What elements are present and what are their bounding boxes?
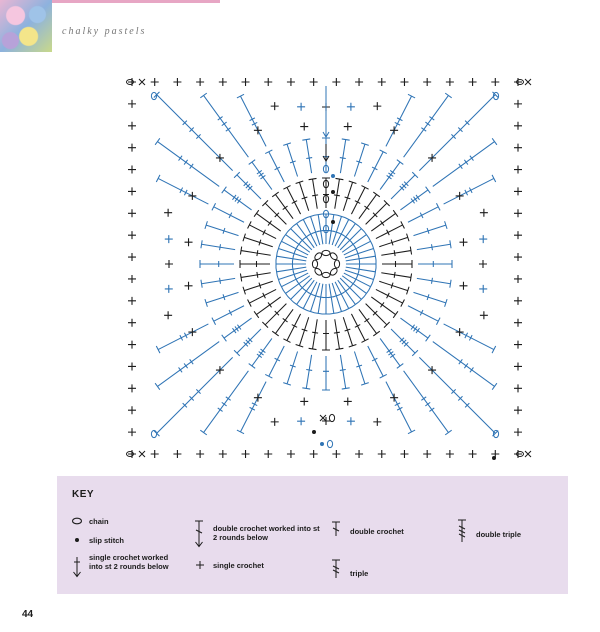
single-crochet-mark [128,341,136,349]
stitch-mark [417,278,451,288]
single-crochet-mark [479,235,487,243]
stitch-mark [314,214,323,244]
single-crochet-mark [128,297,136,305]
center-chain [322,272,330,277]
stitch-mark [382,260,412,268]
slip-stitch-dot [331,190,335,194]
stitch-mark [240,272,270,281]
single-crochet-mark [271,418,279,426]
single-crochet-mark [128,428,136,436]
stitch-mark [359,192,380,219]
stitch-mark [380,338,403,368]
stitch-mark [340,139,350,173]
single-crochet-mark [514,122,522,130]
single-crochet-mark [459,238,467,246]
single-crochet-mark [378,450,386,458]
single-crochet-mark [469,450,477,458]
single-crochet-mark [310,450,318,458]
stitch-mark [201,240,235,250]
stitch-mark [322,320,330,350]
single-crochet-mark [173,450,181,458]
stitch-mark [212,203,244,222]
stitch-mark [328,284,337,314]
stitch-mark [240,260,270,268]
single-crochet-mark [373,418,381,426]
single-crochet-mark [196,78,204,86]
stitch-mark [243,234,273,247]
stitch-mark [243,281,273,294]
stitch-mark [386,94,415,146]
stitch-mark [283,351,297,385]
stitch-mark [248,221,277,238]
single-crochet-mark [128,275,136,283]
key-label-single-crochet-two-below: single crochet worked into st 2 rounds below [89,553,169,571]
single-crochet-mark [300,397,308,405]
stitch-mark [346,252,376,261]
stitch-mark [237,94,266,146]
single-crochet-mark [128,253,136,261]
stitch-mark [265,346,284,378]
single-crochet-mark [185,282,193,290]
stitch-mark [328,214,337,244]
stitch-mark [205,292,239,306]
stitch-mark [322,356,330,390]
slip-stitch-dot [320,442,324,446]
stitch-mark [276,266,306,275]
single-crochet-mark [355,78,363,86]
stitch-mark [444,175,496,204]
stitch-mark [354,143,368,177]
stitch-mark [154,92,233,171]
stitch-mark [419,357,498,436]
single-crochet-mark [128,100,136,108]
key-title: KEY [72,489,95,500]
stitch-mark [155,342,219,390]
stitch-mark [381,247,411,256]
stitch-mark [371,210,398,231]
corner-cross [525,79,531,85]
single-crochet-mark [446,450,454,458]
stitch-mark [205,221,239,235]
single-crochet-mark [165,260,173,268]
stitch-mark [201,278,235,288]
single-crochet-mark [188,328,196,336]
stitch-mark [433,138,497,186]
center-chain [329,267,338,276]
single-crochet-mark [373,102,381,110]
key-label-double-triple: double triple [476,530,521,539]
key-label-chain: chain [89,517,109,526]
single-crochet-mark [297,103,305,111]
stitch-mark [314,284,323,314]
stitch-mark [381,272,411,281]
stitch-mark [380,160,403,190]
single-crochet-mark [423,450,431,458]
single-crochet-mark [128,166,136,174]
single-crochet-mark [128,362,136,370]
double-crochet-two-below-icon [193,519,205,549]
crochet-square-chart [114,66,536,472]
chain-column-arrow [323,144,329,161]
single-crochet-mark [514,275,522,283]
single-crochet-mark [185,238,193,246]
stitch-mark [283,143,297,177]
stitch-mark [408,306,440,325]
stitch-mark [346,260,376,268]
single-crochet-mark [514,297,522,305]
single-crochet-mark [287,450,295,458]
single-crochet-mark [446,78,454,86]
corner-cross [139,79,145,85]
stitch-mark [351,186,368,215]
single-crochet-mark [514,319,522,327]
stitch-mark [272,309,293,336]
corner-photo-thumbnail [0,0,52,52]
stitch-mark [296,317,309,347]
key-label-triple: triple [350,569,369,578]
header-rule [52,0,220,3]
stitch-mark [376,289,405,306]
single-crochet-mark [219,78,227,86]
single-crochet-mark [300,123,308,131]
single-crochet-mark [151,450,159,458]
stitch-mark [156,175,208,204]
key-label-double-crochet: double crochet [350,527,404,536]
single-crochet-mark [469,78,477,86]
stitch-mark [248,289,277,306]
stitch-mark [254,297,281,318]
stitch-mark [276,252,306,261]
stitch-mark [343,181,356,211]
single-crochet-mark [165,235,173,243]
single-crochet-mark [264,450,272,458]
single-crochet-mark [128,122,136,130]
stitch-mark [351,314,368,343]
single-crochet-mark [459,282,467,290]
single-crochet-mark [128,231,136,239]
single-crochet-mark [310,78,318,86]
single-crochet-mark [332,78,340,86]
single-crochet-mark [514,231,522,239]
single-crochet-mark [219,450,227,458]
stitch-mark [200,260,234,268]
stitch-mark [368,150,387,182]
stitch-mark [234,329,261,356]
single-crochet-mark [128,384,136,392]
stitch-mark [391,172,418,199]
bottom-chain [327,440,332,447]
single-crochet-mark [390,126,398,134]
single-crochet-mark [173,78,181,86]
stitch-mark [200,371,248,435]
stitch-mark [254,210,281,231]
slip-stitch-dot [331,220,335,224]
stitch-mark [200,93,248,157]
stitch-mark [212,306,244,325]
stitch-mark [249,338,272,368]
single-crochet-mark [514,100,522,108]
single-crochet-mark [254,126,262,134]
single-crochet-mark [242,78,250,86]
stitch-mark [413,292,447,306]
single-crochet-mark [151,78,159,86]
single-crochet-mark [479,285,487,293]
triple-icon [330,558,342,580]
stitch-mark [404,93,452,157]
single-crochet-mark [128,406,136,414]
single-crochet-mark [128,187,136,195]
single-crochet-mark [514,209,522,217]
stitch-mark [444,324,496,353]
single-crochet-mark [271,102,279,110]
single-crochet-mark [164,209,172,217]
double-crochet-icon [330,520,342,538]
stitch-mark [222,187,252,210]
stitch-mark [155,138,219,186]
stitch-mark [418,260,452,268]
stitch-mark [283,314,300,343]
single-crochet-mark [332,450,340,458]
stitch-mark [354,351,368,385]
single-crochet-mark [287,78,295,86]
single-crochet-mark [344,397,352,405]
slip-stitch-dot [331,174,335,178]
stitch-mark [343,317,356,347]
stitch-mark [404,371,452,435]
stitch-mark [433,342,497,390]
single-crochet-mark [514,428,522,436]
stitch-mark [272,192,293,219]
key-panel [57,476,568,594]
single-crochet-mark [355,450,363,458]
stitch-mark [302,355,312,389]
stitch-mark [240,247,270,256]
single-crochet-mark [347,417,355,425]
stitch-mark [249,160,272,190]
single-crochet-mark [514,362,522,370]
stitch-mark [400,187,430,210]
single-crochet-mark [196,450,204,458]
slip-stitch-dot [492,456,496,460]
stitch-mark [346,266,376,275]
single-crochet-mark [165,285,173,293]
stitch-mark [408,203,440,222]
stitch-mark [340,355,350,389]
stitch-mark [419,92,498,171]
slip-stitch-dot [312,430,316,434]
single-crochet-mark [400,78,408,86]
stitch-mark [400,318,430,341]
stitch-mark [391,329,418,356]
stitch-mark [276,260,306,268]
double-triple-icon [456,518,468,544]
single-crochet-mark [390,394,398,402]
chapter-title: chalky pastels [62,26,147,37]
corner-cross [525,451,531,457]
stitch-mark [156,324,208,353]
single-crochet-mark [264,78,272,86]
single-crochet-mark [514,166,522,174]
center-chain [312,260,317,268]
stitch-mark [154,357,233,436]
single-crochet-mark [254,394,262,402]
single-crochet-mark [514,406,522,414]
center-chain [322,250,330,255]
single-crochet-mark [128,209,136,217]
single-crochet-mark [347,103,355,111]
single-crochet-mark [344,123,352,131]
key-label-slip-stitch: slip stitch [89,536,125,545]
key-label-double-crochet-two-below: double crochet worked into st 2 rounds below [213,524,320,542]
single-crochet-icon [195,560,205,570]
single-crochet-two-below-icon [71,555,83,579]
single-crochet-mark [456,192,464,200]
single-crochet-mark [514,253,522,261]
stitch-mark [322,284,330,314]
center-chain [329,252,338,261]
crochet-chart [114,66,536,472]
stitch-mark [359,309,380,336]
single-crochet-mark [378,78,386,86]
single-crochet-mark [480,209,488,217]
single-crochet-mark [128,319,136,327]
stitch-mark [283,186,300,215]
stitch-mark [417,240,451,250]
stitch-mark [368,346,387,378]
center-chain [334,260,339,268]
single-crochet-mark [400,450,408,458]
stitch-mark [302,139,312,173]
stitch-mark [334,178,343,208]
single-crochet-mark [479,260,487,268]
single-crochet-mark [128,144,136,152]
corner-chain-blue [151,430,156,437]
single-crochet-mark [188,192,196,200]
stitch-mark [379,281,409,294]
single-crochet-mark [297,417,305,425]
stitch-mark [386,382,415,434]
single-crochet-mark [491,78,499,86]
stitch-mark [309,319,318,349]
chain-column-arrow [323,86,329,137]
slip-stitch-icon [72,536,82,544]
stitch-mark [234,172,261,199]
single-crochet-mark [164,311,172,319]
center-chain [314,252,323,261]
single-crochet-mark [480,311,488,319]
single-crochet-mark [514,187,522,195]
stitch-mark [413,221,447,235]
stitch-mark [371,297,398,318]
stitch-mark [376,221,405,238]
stitch-mark [265,150,284,182]
page-number: 44 [22,609,34,620]
bottom-chain [329,414,334,421]
corner-cross [139,451,145,457]
stitch-mark [334,319,343,349]
stitch-mark [222,318,252,341]
bottom-cross [320,415,326,421]
single-crochet-mark [423,78,431,86]
key-label-single-crochet: single crochet [213,561,264,570]
single-crochet-mark [514,341,522,349]
single-crochet-mark [514,144,522,152]
single-crochet-mark [514,384,522,392]
single-crochet-mark [456,328,464,336]
stitch-mark [309,178,318,208]
single-crochet-mark [242,450,250,458]
center-chain [314,267,323,276]
stitch-mark [237,382,266,434]
stitch-mark [379,234,409,247]
stitch-mark [296,181,309,211]
chain-icon [71,517,83,525]
